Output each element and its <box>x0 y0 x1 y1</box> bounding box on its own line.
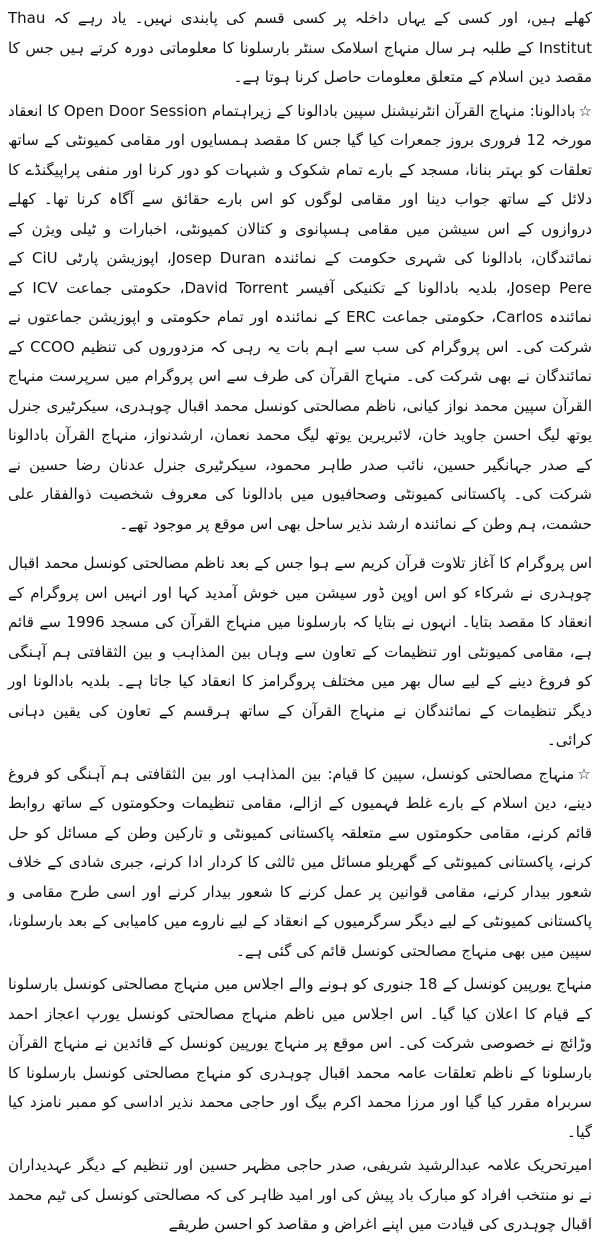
paragraph-2-text: بادالونا: منہاج القرآن انٹرنیشنل سپین بادالونا کے زیراہتمام Open Door Session کا انعقاد مورخہ 12 فروری بروز جمعرات کیا گیا جس کا مقصد ہمسایوں اور مقامی کمیونٹی کے ساتھ تعلقات کو بہتر بنانا، مسجد کے بارے تمام شکوک و شبہات کو دور کرنا اور منفی پراپیگنڈے کا دلائل کے ساتھ جواب دینا اور مقامی لوگوں کو اس بارے حقائق سے آگاہ کرنا تھا۔ کھلے دروازوں کے اس سیشن میں مقامی ہسپانوی و کتالان کمیونٹی، اخبارات و ٹیلی ویژن کے نمائندگان، بادالونا کی شہری حکومت کے نمائندہ Josep Duran، اپوزیشن پارٹی CiU کے Josep Pere، بلدیہ بادالونا کے تکنیکی آفیسر David Torrent، حکومتی جماعت ICV کے نمائندہ Carlos، حکومتی جماعت ERC کے نمائندہ اور تمام حکومتی و اپوزیشن جماعتوں نے شرکت کی۔ اس پروگرام کی سب سے اہم بات یہ رہی کہ مزدوروں کی تنظیم CCOO کے نمائندگان نے بھی شرکت کی۔ منہاج القرآن کی طرف سے اس پروگرام میں سرپرست منہاج القرآن سپین محمد نواز کیانی، ناظم مصالحتی کونسل محمد اقبال چوہدری، سیکرٹیری جنرل یوتھ لیگ احسن جاوید خان، لائبریرین یوتھ لیگ محمد نعمان، ارشدنواز، منہاج القرآن بادالونا کے صدر جہانگیر حسین، نائب صدر طاہر محمود، سیکرٹیری جنرل عدنان رضا حسین نے شرکت کی۔ پاکستانی کمیونٹی وصحافیوں میں بادالونا کی معروف شخصیت ذوالفقار علی حشمت، ہم وطن کے نمائندہ ارشد نذیر ساحل بھی اس موقع پر موجود تھے۔ <box>8 101 593 533</box>
paragraph-5 <box>8 970 592 1147</box>
paragraph-3 <box>8 549 592 756</box>
paragraph-3-text: اس پروگرام کا آغاز تلاوت قرآن کریم سے ہوا جس کے بعد ناظم مصالحتی کونسل محمد اقبال چوہدری نے شرکاء کو اس اوپن ڈور سیشن میں خوش آمدید کہا اور انہیں اس پروگرام کے انعقاد کا مقصد بتایا۔ انہوں نے بتایا کہ بارسلونا میں منہاج القرآن کی مسجد 1996 سے قائم ہے، مقامی کمیونٹی اور تنظیمات کے تعاون سے وہاں بین المذاہب و بین الثقافتی ہم آہنگی کو فروغ دینے کے لیے سال بھر میں مختلف پروگرامز کا انعقاد کیا جاتا ہے۔ بلدیہ بادالونا اور دیگر تنظیمات کے نمائندگان نے منہاج القرآن کے ساتھ ہرقسم کے تعاون کی یقین دہانی کرائی۔ <box>8 554 592 749</box>
paragraph-2 <box>8 97 592 540</box>
star-bullet-icon: ☆ <box>578 101 592 120</box>
paragraph-4 <box>8 760 592 967</box>
star-bullet-icon: ☆ <box>577 764 592 783</box>
paragraph-5-text: منہاج یورپین کونسل کے 18 جنوری کو ہونے والے اجلاس میں منہاج مصالحتی کونسل بارسلونا کے قیام کا اعلان کیا گیا۔ اس اجلاس میں ناظم منہاج مصالحتی کونسل یورپ اعجاز احمد وڑائچ نے خصوصی شرکت کی۔ اس موقع پر منہاج یورپین کونسل کے قائدین نے منہاج القرآن بارسلونا کے ناظم تعلقات عامہ محمد اقبال چوہدری کو منہاج مصالحتی کونسل بارسلونا کا سربراہ مقرر کیا گیا اور مرزا محمد اکرم بیگ اور حاجی محمد نذیر اداسی کو ممبر نامزد کیا گیا۔ <box>8 975 592 1141</box>
paragraph-6-text: امیرتحریک علامہ عبدالرشید شریفی، صدر حاجی مظہر حسین اور تنظیم کے دیگر عہدیداران نے نو منتخب افراد کو مبارک باد پیش کی اور امید ظاہر کی کہ مصالحتی کونسل کی ٹیم محمد اقبال چوہدری کی قیادت میں اپنے اغراض و مقاصد کو احسن طریقے <box>8 1156 592 1233</box>
paragraph-6 <box>8 1151 592 1240</box>
paragraph-4-text: منہاج مصالحتی کونسل، سپین کا قیام: بین المذاہب اور بین الثقافتی ہم آہنگی کو فروغ دینے، دین اسلام کے بارے غلط فہمیوں کے ازالے، مقامی تنظیمات وحکومتوں کے ساتھ روابط قائم کرنے، مقامی حکومتوں سے متعلقہ پاکستانی کمیونٹی و تارکین وطن کے مسائل کو حل کرنے، پاکستانی کمیونٹی کے گھریلو مسائل میں ثالثی کا کردار ادا کرنے، جبری شادی کے خلاف شعور بیدار کرنے، مقامی قوانین پر عمل کرنے کا شعور بیدار کرنے اور اسی طرح مقامی و پاکستانی کمیونٹی کے لیے دیگر سرگرمیوں کے انعقاد کے لیے ناروے میں کامیابی کے بعد بارسلونا، سپین میں بھی منہاج مصالحتی کونسل قائم کی گئی ہے۔ <box>8 764 592 960</box>
paragraph-1 <box>8 4 592 93</box>
paragraph-1-text: کھلے ہیں، اور کسی کے یہاں داخلہ پر کسی قسم کی پابندی نہیں۔ یاد رہے کہ Thau Institut کے طلبہ ہر سال منہاج اسلامک سنٹر بارسلونا کا معلوماتی دورہ کرتے ہیں جس کا مقصد دین اسلام کے متعلق معلومات حاصل کرنا ہوتا ہے۔ <box>8 9 592 86</box>
